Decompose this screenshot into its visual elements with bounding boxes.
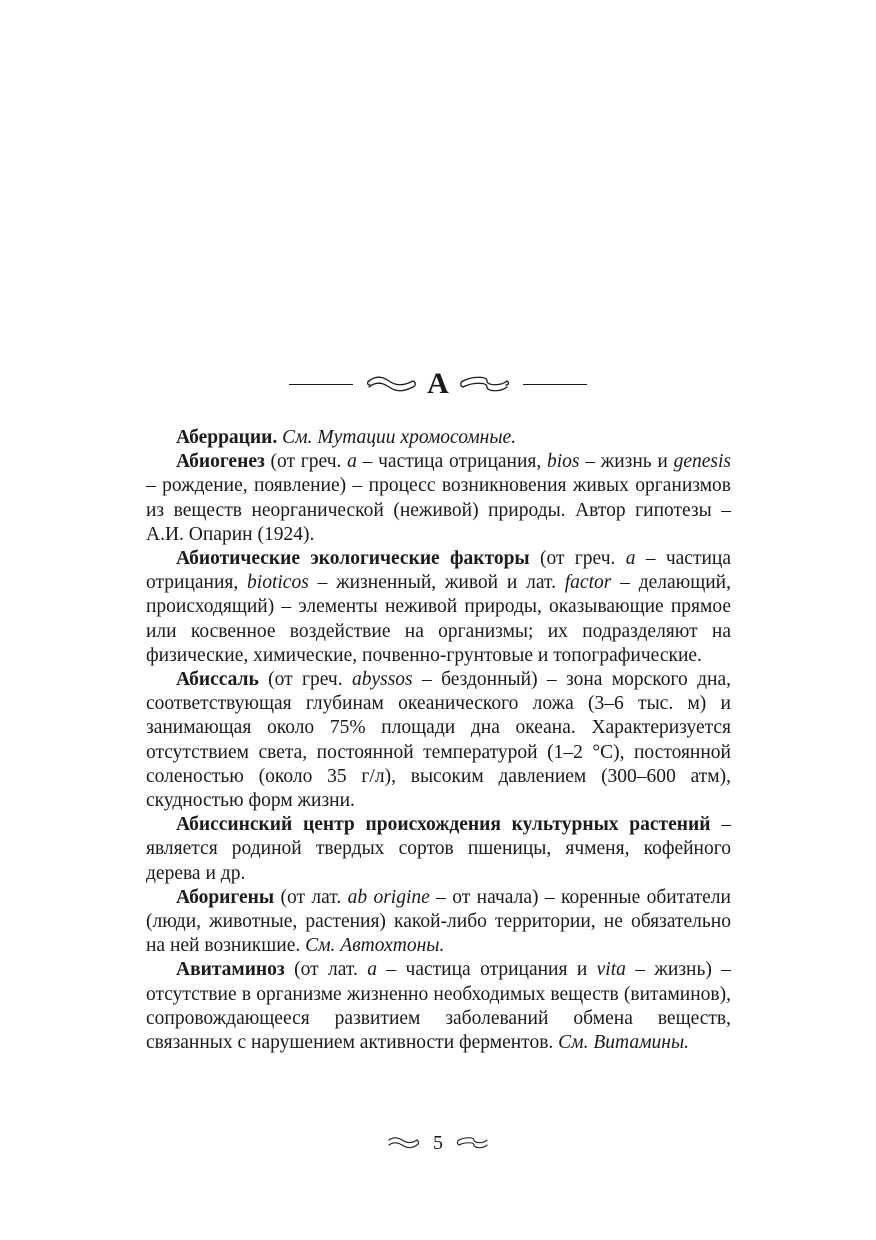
entry-text-italic: а	[347, 451, 357, 473]
entry-text: (от лат.	[274, 886, 348, 908]
entry-text: (от греч.	[264, 451, 348, 473]
entry-text: – является родиной твердых сортов пшеницы, ячменя, кофейного дерева и др.	[146, 814, 731, 884]
entry-text-italic: ab origine	[347, 886, 430, 908]
dictionary-entry	[146, 547, 731, 668]
entry-text: – частица отрицания и	[377, 959, 597, 981]
swirl-left-icon	[367, 373, 417, 395]
entry-text-italic: См. Витамины.	[558, 1032, 690, 1054]
entry-text: – частица отрицания,	[356, 451, 547, 473]
dictionary-entry	[146, 668, 731, 813]
entry-text: – частица отрицания,	[146, 548, 731, 594]
section-letter: А	[427, 367, 449, 400]
swirl-right-icon	[457, 1135, 489, 1151]
entry-text-italic: а	[367, 959, 377, 981]
entry-text: – жизнь) – отсутствие в организме жизненно необходимых веществ (витаминов), сопровождающееся развитием заболеваний обмена веществ, связанных с нарушением активности ферментов.	[146, 959, 731, 1054]
entry-term: Аберрации.	[176, 427, 278, 448]
dictionary-entry	[146, 426, 731, 450]
entry-term: Авитаминоз	[176, 959, 285, 981]
entry-text: (от греч.	[258, 669, 352, 691]
entry-term: Абиссинский центр происхождения культурных растений	[176, 814, 711, 836]
entry-text-italic: factor	[564, 572, 612, 594]
entry-text: – делающий, происходящий) – элементы неживой природы, оказывающие прямое или косвенное воздействие на организмы; их подразделяют на физические, химические, почвенно-грунтовые и топографические.	[146, 572, 731, 666]
entry-text-italic: а	[625, 548, 636, 570]
entry-text: – от начала) – коренные обитатели (люди, животные, растения) какой-либо территории, не обязательно на ней возникшие.	[146, 886, 731, 957]
entry-text-italic: genesis	[673, 451, 731, 473]
dictionary-entry	[146, 450, 731, 547]
header-rule-left	[289, 384, 353, 385]
page-footer	[0, 1128, 876, 1158]
entry-text: (от лат.	[284, 959, 368, 981]
entry-term: Аборигены	[176, 886, 275, 908]
entry-text-italic: bios	[547, 451, 580, 473]
entry-text-italic: bioticos	[247, 572, 309, 594]
entry-text: – бездонный) – зона морского дна, соответствующая глубинам океанического ложа (3–6 тыс. м) и занимающая около 75% площади дна океана. Характеризуется отсутствием света, постоянной температурой (1–2 °С), постоянной соленостью (около 35 г/л), высоким давлением (300–600 атм), скудностью форм жизни.	[146, 669, 732, 812]
dictionary-entry	[146, 886, 731, 959]
header-rule-right	[523, 384, 587, 385]
entry-term: Абиогенез	[176, 451, 265, 473]
entry-text: – жизнь и	[579, 451, 674, 473]
entry-term: Абиотические экологические факторы	[176, 548, 530, 570]
section-header	[0, 362, 876, 406]
entry-text-italic: abyssos	[351, 669, 413, 691]
entry-text: – жизненный, живой и лат.	[308, 572, 565, 594]
dictionary-entries	[146, 426, 731, 1055]
dictionary-entry	[146, 958, 731, 1055]
entry-text-italic: См. Автохтоны.	[305, 935, 445, 957]
entry-term: Абиссаль	[176, 669, 259, 691]
entry-text: (от греч.	[529, 548, 626, 570]
swirl-left-icon	[387, 1135, 419, 1151]
entry-text-italic: vita	[596, 959, 626, 981]
entry-text-italic: См. Мутации хромосомные.	[282, 427, 517, 448]
entry-text: – рождение, появление) – процесс возникновения живых организмов из веществ неорганической (неживой) природы. Автор гипотезы – А.И. Опарин (1924).	[146, 475, 731, 545]
page-number: 5	[433, 1132, 443, 1154]
swirl-right-icon	[459, 373, 509, 395]
dictionary-entry	[146, 813, 731, 886]
